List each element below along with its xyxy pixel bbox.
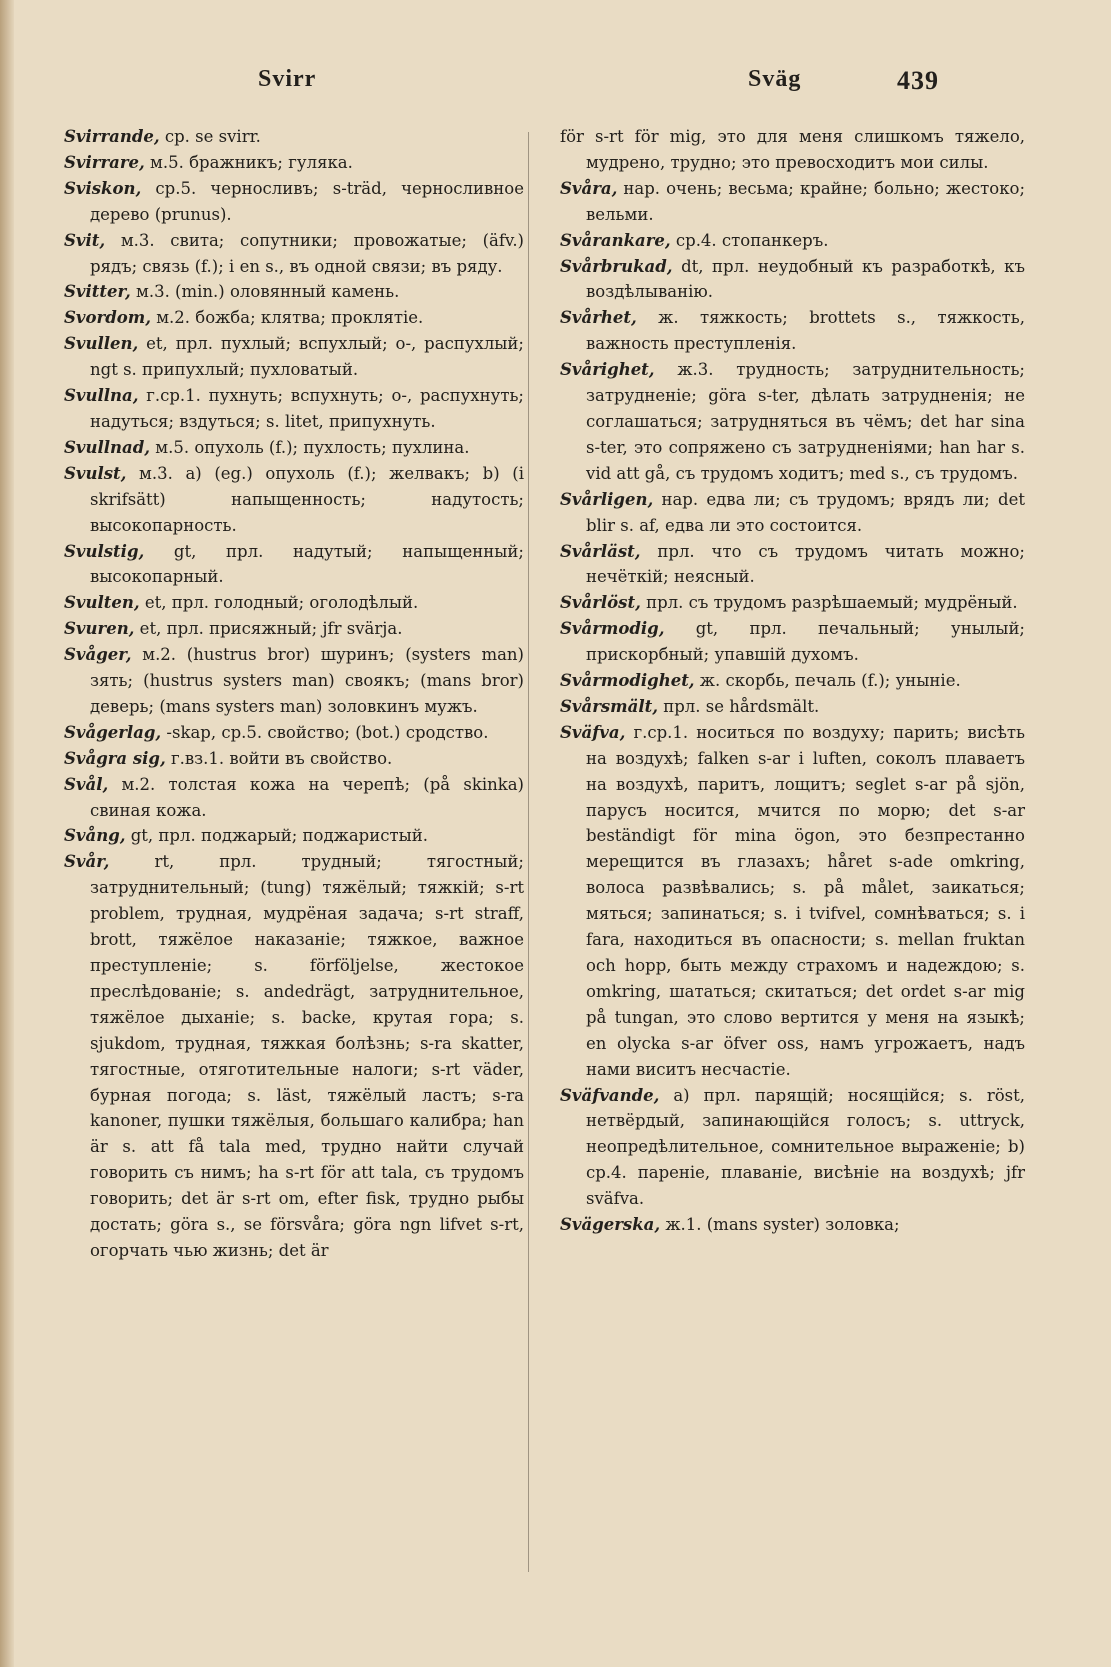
dictionary-entry: [64, 720, 524, 746]
entry-headword: Svårbrukad,: [560, 256, 673, 276]
entry-headword: Svullna,: [64, 386, 139, 406]
entry-headword: Svårmodig,: [560, 619, 665, 639]
entry-definition: м.3. свита; сопутники; провожатые; (äfv.) рядъ; связь (f.); i en s., въ одной связи; въ ряду.: [90, 230, 524, 276]
dictionary-entry: [64, 435, 524, 461]
entry-headword: Sviskon,: [64, 178, 142, 198]
page-number: 439: [897, 66, 939, 95]
right-column: [560, 124, 1025, 1238]
entry-headword: Svårsmält,: [560, 696, 658, 716]
entry-headword: Svåra,: [560, 178, 618, 198]
entry-headword: Svitter,: [64, 282, 131, 302]
entry-headword: Svit,: [64, 230, 106, 250]
dictionary-entry: [560, 539, 1025, 591]
dictionary-entry: [64, 461, 524, 539]
dictionary-entry: [64, 590, 524, 616]
entry-headword: Svågra sig,: [64, 748, 166, 768]
entry-definition: dt, прл. неудобный къ разработкѣ, къ воздѣлыванію.: [586, 256, 1025, 302]
dictionary-entry: [560, 487, 1025, 539]
dictionary-entry: [64, 616, 524, 642]
dictionary-entry: [560, 720, 1025, 1083]
entry-definition: ж. тяжкость; brottets s., тяжкость, важность преступленія.: [586, 308, 1025, 354]
dictionary-entry: [64, 305, 524, 331]
entry-definition: м.2. толстая кожа на черепѣ; (på skinka) свиная кожа.: [90, 774, 524, 820]
dictionary-entry: [560, 305, 1025, 357]
entry-definition: нар. едва ли; съ трудомъ; врядъ ли; det blir s. af, едва ли это состоится.: [586, 489, 1025, 535]
entry-definition: г.вз.1. войти въ свойство.: [165, 748, 393, 768]
dictionary-entry: [64, 823, 524, 849]
dictionary-entry: [560, 254, 1025, 306]
dictionary-entry: [64, 150, 524, 176]
entry-headword: Svordom,: [64, 308, 151, 328]
entry-definition: г.ср.1. носиться по воздуху; парить; висѣть на воздухѣ; falken s-ar i luften, соколъ плаваетъ на воздухѣ, паритъ, лощитъ; seglet s-ar på sjön, парусъ носится, мчится по морю; det s-ar beständigt för mina ögon, это безпрестанно мерещится въ глазахъ; håret s-ade omkring, волоса развѣвались; s. på målet, заикаться; мяться; запинаться; s. i tvifvel, сомнѣваться; s. i fara, находиться въ опасности; s. mellan fruktan och hopp, быть между страхомъ и надеждою; s. omkring, шататься; скитаться; det ordet s-ar mig på tungan, это слово вертится у меня на языкѣ; en olycka s-ar öfver oss, намъ угрожаетъ, надъ нами виситъ несчастіе.: [586, 722, 1025, 1079]
dictionary-entry: [560, 668, 1025, 694]
entry-definition: м.5. опухоль (f.); пухлость; пухлина.: [150, 437, 470, 457]
entry-definition: м.2. (hustrus bror) шуринъ; (systers man) зять; (hustrus systers man) своякъ; (mans bror) деверь; (mans systers man) золовкинъ мужъ.: [90, 645, 524, 716]
entry-definition: м.2. божба; клятва; проклятіе.: [150, 308, 424, 328]
entry-headword: Svullnad,: [64, 437, 151, 457]
dictionary-entry: [560, 590, 1025, 616]
entry-headword: Svårmodighet,: [560, 671, 695, 691]
page-binding-edge: [0, 0, 14, 1667]
dictionary-entry: [64, 279, 524, 305]
entry-headword: Svår,: [64, 852, 110, 872]
entry-headword: Svårlöst,: [560, 593, 641, 613]
dictionary-entry: [64, 539, 524, 591]
dictionary-entry: [560, 694, 1025, 720]
dictionary-entry: [560, 176, 1025, 228]
entry-definition: м.3. (min.) оловянный камень.: [130, 282, 400, 302]
entry-definition: ср.5. черносливъ; s-träd, черносливное дерево (prunus).: [90, 178, 524, 224]
dictionary-entry: [64, 746, 524, 772]
entry-definition: et, прл. присяжный; jfr svärja.: [134, 619, 403, 639]
dictionary-entry: [64, 642, 524, 720]
entry-headword: Svuren,: [64, 619, 135, 639]
entry-headword: Svågerlag,: [64, 722, 162, 742]
dictionary-entry: [560, 1212, 1025, 1238]
dictionary-entry: [560, 357, 1025, 487]
left-column: [64, 124, 524, 1264]
entry-definition: et, прл. пухлый; вспухлый; о-, распухлый; ngt s. припухлый; пухловатый.: [90, 334, 524, 380]
dictionary-entry: [64, 228, 524, 280]
entry-headword: Svårighet,: [560, 360, 655, 380]
entry-headword: Svårläst,: [560, 541, 641, 561]
entry-headword: Sväfvande,: [560, 1085, 660, 1105]
dictionary-entry: [560, 616, 1025, 668]
dictionary-entry: [64, 383, 524, 435]
dictionary-entry: [560, 1083, 1025, 1213]
dictionary-entry: [560, 124, 1025, 176]
entry-definition: gt, прл. поджарый; поджаристый.: [125, 826, 428, 846]
entry-definition: a) прл. парящій; носящійся; s. röst, нетвёрдый, запинающійся голосъ; s. uttryck, неопредѣлительное, сомнительное выраженіе; b) ср.4. пареніе, плаваніе, висѣніе на воздухѣ; jfr sväfva.: [586, 1085, 1025, 1209]
entry-headword: Svulst,: [64, 463, 127, 483]
dictionary-entry: [560, 228, 1025, 254]
entry-definition: ж.3. трудность; затруднительность; затрудненіе; göra s-ter, дѣлать затрудненія; не соглашаться; затрудняться въ чёмъ; det har sina s-ter, это сопряжено съ затрудненіями; han har s. vid att gå, съ трудомъ ходитъ; med s., съ трудомъ.: [586, 360, 1025, 483]
entry-headword: Svulstig,: [64, 541, 145, 561]
entry-definition: м.3. a) (eg.) опухоль (f.); желвакъ; b) (i skrifsätt) напыщенность; надутость; высокопарность.: [90, 463, 524, 535]
entry-headword: Svirrande,: [64, 127, 160, 146]
header-left-guide-word: Svirr: [258, 66, 317, 92]
dictionary-entry: [64, 772, 524, 824]
header-right-guide-word: Sväg: [748, 66, 802, 92]
entry-definition: för s-rt för mig, это для меня слишкомъ тяжело, мудрено, трудно; это превосходитъ мои силы.: [560, 127, 1025, 172]
entry-definition: г.ср.1. пухнуть; вспухнуть; о-, распухнуть; надуться; вздуться; s. litet, припухнуть.: [90, 386, 524, 431]
dictionary-entry: [64, 849, 524, 1264]
dictionary-entry: [64, 124, 524, 150]
entry-headword: Svårligen,: [560, 489, 654, 509]
entry-definition: нар. очень; весьма; крайне; больно; жестоко; вельми.: [586, 178, 1025, 224]
entry-definition: м.5. бражникъ; гуляка.: [144, 152, 353, 172]
dictionary-entry: [64, 331, 524, 383]
entry-definition: ж.1. (mans syster) золовка;: [660, 1215, 900, 1235]
entry-headword: Svårankare,: [560, 230, 671, 250]
entry-definition: gt, прл. надутый; напыщенный; высокопарный.: [90, 541, 524, 587]
entry-headword: Svåger,: [64, 645, 132, 665]
entry-headword: Sväfva,: [560, 722, 626, 742]
entry-definition: gt, прл. печальный; унылый; прискорбный; упавшій духомъ.: [586, 619, 1025, 665]
entry-definition: et, прл. голодный; оголодѣлый.: [139, 593, 419, 613]
entry-definition: rt, прл. трудный; тягостный; затруднительный; (tung) тяжёлый; тяжкій; s-rt problem, трудная, мудрёная задача; s-rt straff, brott, тяжёлое наказаніе; тяжкое, важное преступленіе; s. förföljelse, жестокое преслѣдованіе; s. andedrägt, затруднительное, тяжёлое дыханіе; s. backe, крутая гора; s. sjukdom, трудная, тяжкая болѣзнь; s-ra skatter, тягостные, отяготительные налоги; s-rt väder, бурная погода; s. läst, тяжёлый ластъ; s-ra kanoner, пушки тяжёлыя, большаго калибра; han är s. att få tala med, трудно найти случай говорить съ нимъ; ha s-rt för att tala, съ трудомъ говорить; det är s-rt om, efter fisk, трудно рыбы достать; göra s., se försvåra; göra ngn lifvet s-rt, огорчать чью жизнь; det är: [90, 852, 524, 1260]
running-header: [0, 66, 1111, 106]
dictionary-entry: [64, 176, 524, 228]
entry-definition: ж. скорбь, печаль (f.); уныніе.: [694, 671, 961, 691]
entry-headword: Svullen,: [64, 334, 139, 354]
entry-definition: ср.4. стопанкеръ.: [670, 230, 829, 250]
entry-headword: Svång,: [64, 826, 126, 846]
entry-definition: ср. se svirr.: [159, 127, 261, 146]
entry-headword: Svägerska,: [560, 1215, 661, 1235]
entry-definition: прл. se hårdsmält.: [657, 696, 820, 716]
entry-headword: Svirrare,: [64, 152, 145, 172]
entry-definition: прл. съ трудомъ разрѣшаемый; мудрёный.: [640, 593, 1018, 613]
entry-definition: прл. что съ трудомъ читать можно; нечёткій; неясный.: [586, 541, 1025, 587]
entry-definition: -skap, ср.5. свойство; (bot.) сродство.: [161, 722, 489, 742]
entry-headword: Svulten,: [64, 593, 140, 613]
entry-headword: Svårhet,: [560, 308, 637, 328]
column-divider: [528, 132, 529, 1572]
entry-headword: Svål,: [64, 774, 109, 794]
